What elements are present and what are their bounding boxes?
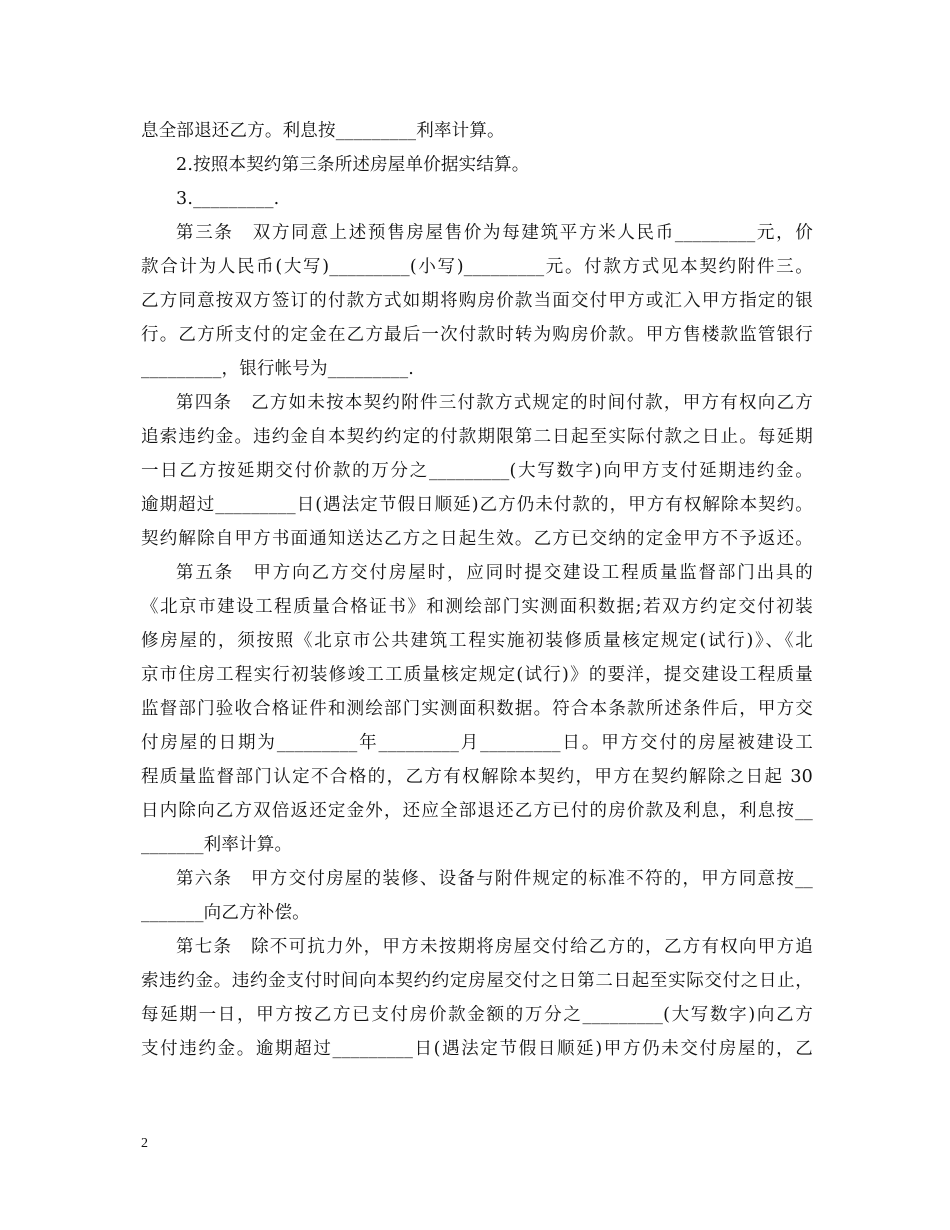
text-line: 索违约金。违约金支付时间向本契约约定房屋交付之日第二日起至实际交付之日止， bbox=[141, 971, 813, 991]
text-line: 2.按照本契约第三条所述房屋单价据实结算。 bbox=[176, 155, 530, 175]
page-number: 2 bbox=[141, 1136, 148, 1151]
text-line: 京市住房工程实行初装修竣工工质量核定规定(试行)》的要洋，提交建设工程质量 bbox=[141, 665, 813, 685]
text-line: 日内除向乙方双倍返还定金外，还应全部退还乙方已付的房价款及利息，利息按__ bbox=[141, 801, 813, 821]
text-line: 第七条 除不可抗力外，甲方未按期将房屋交付给乙方的，乙方有权向甲方追 bbox=[176, 937, 813, 957]
text-line: 第五条 甲方向乙方交付房屋时，应同时提交建设工程质量监督部门出具的 bbox=[176, 563, 813, 583]
text-line: _______利率计算。 bbox=[141, 835, 293, 855]
text-line: 付房屋的日期为_________年_________月_________日。甲方交付的房屋被建设工 bbox=[141, 733, 813, 753]
text-line: 款合计为人民币(大写)_________(小写)_________元。付款方式见本契约附件三。 bbox=[141, 257, 813, 277]
text-line: 第三条 双方同意上述预售房屋售价为每建筑平方米人民币_________元，价 bbox=[176, 223, 813, 243]
text-line: 程质量监督部门认定不合格的，乙方有权解除本契约，甲方在契约解除之日起 30 bbox=[141, 767, 813, 787]
text-line: _______向乙方补偿。 bbox=[141, 903, 310, 923]
text-line: 第六条 甲方交付房屋的装修、设备与附件规定的标准不符的，甲方同意按__ bbox=[176, 869, 813, 889]
text-line: 契约解除自甲方书面通知送达乙方之日起生效。乙方已交纳的定金甲方不予返还。 bbox=[141, 529, 813, 549]
text-line: 支付违约金。逾期超过_________日(遇法定节假日顺延)甲方仍未交付房屋的，乙 bbox=[141, 1039, 813, 1059]
text-line: 逾期超过_________日(遇法定节假日顺延)乙方仍未付款的，甲方有权解除本契约。 bbox=[141, 495, 813, 515]
text-line: _________，银行帐号为_________. bbox=[141, 359, 415, 379]
text-line: 第四条 乙方如未按本契约附件三付款方式规定的时间付款，甲方有权向乙方 bbox=[176, 393, 813, 413]
text-line: 乙方同意按双方签订的付款方式如期将购房价款当面交付甲方或汇入甲方指定的银 bbox=[141, 291, 813, 311]
text-line: 《北京市建设工程质量合格证书》和测绘部门实测面积数据;若双方约定交付初装 bbox=[141, 597, 813, 617]
text-line: 修房屋的，须按照《北京市公共建筑工程实施初装修质量核定规定(试行)》、《北 bbox=[141, 631, 813, 651]
text-line: 3._________. bbox=[176, 189, 280, 209]
text-line: 一日乙方按延期交付价款的万分之_________(大写数字)向甲方支付延期违约金。 bbox=[141, 461, 813, 481]
document-body bbox=[141, 114, 813, 1066]
text-line: 追索违约金。违约金自本契约约定的付款期限第二日起至实际付款之日止。每延期 bbox=[141, 427, 813, 447]
text-line: 息全部退还乙方。利息按_________利率计算。 bbox=[141, 121, 505, 141]
text-line: 监督部门验收合格证件和测绘部门实测面积数据。符合本条款所述条件后，甲方交 bbox=[141, 699, 813, 719]
text-line: 每延期一日，甲方按乙方已支付房价款金额的万分之_________(大写数字)向乙方 bbox=[141, 1005, 813, 1025]
text-line: 行。乙方所支付的定金在乙方最后一次付款时转为购房价款。甲方售楼款监管银行 bbox=[141, 325, 813, 345]
